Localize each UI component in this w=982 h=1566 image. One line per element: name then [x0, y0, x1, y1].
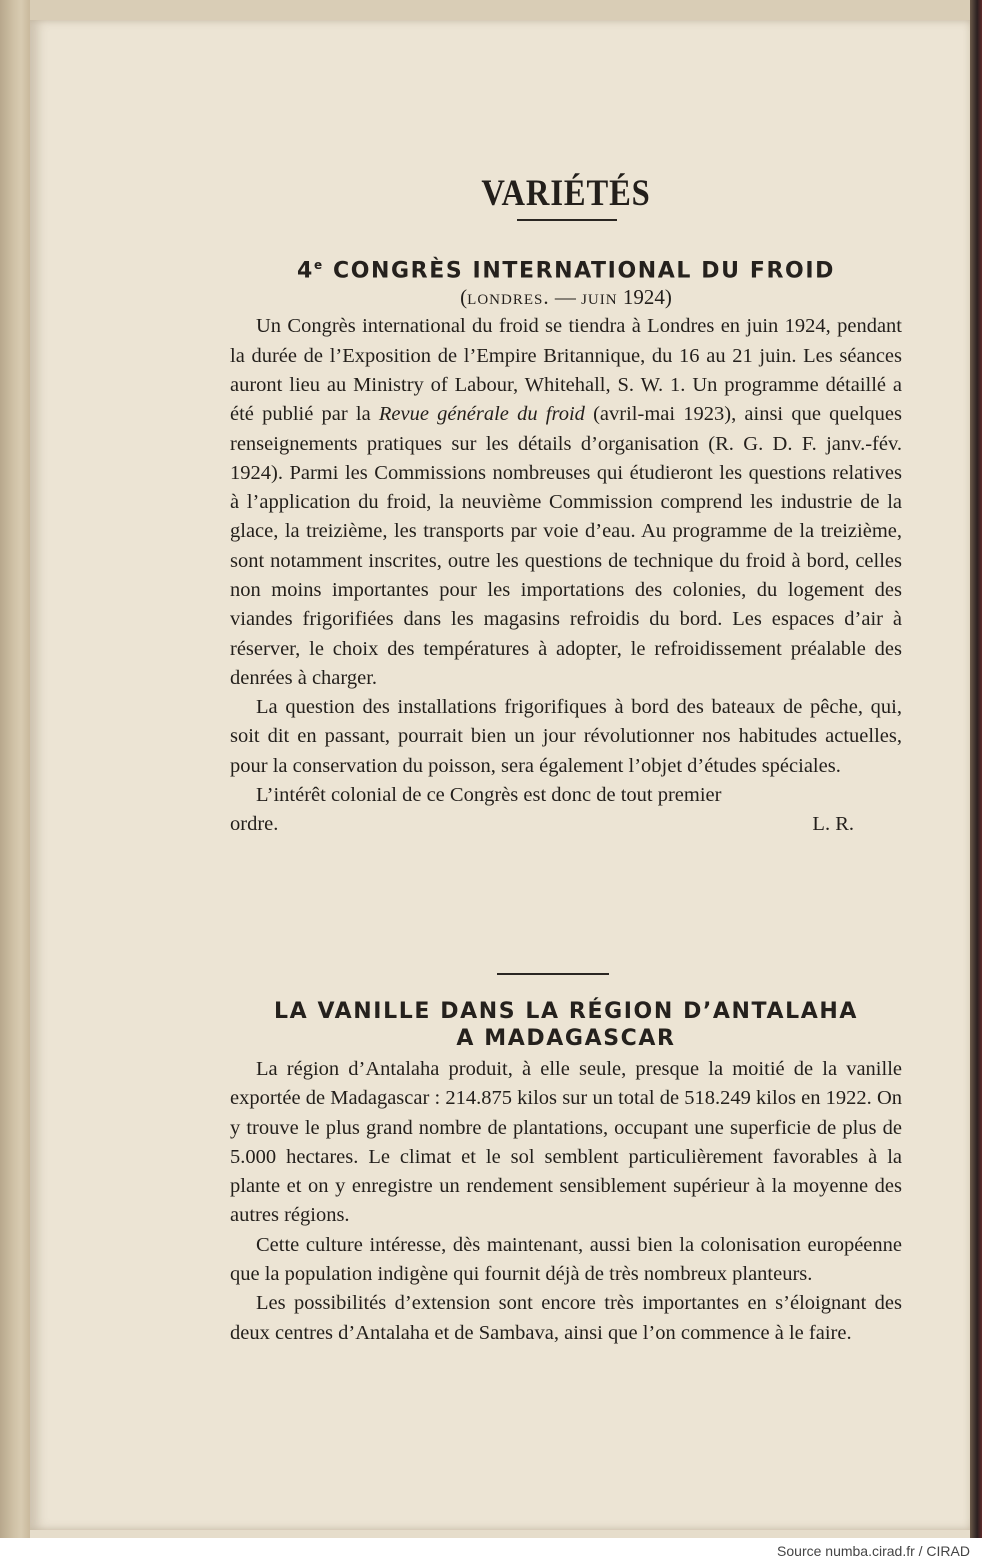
title-rule	[517, 219, 617, 221]
article-froid-paragraph-2: La question des installations frigorifiques à bord des bateaux de pêche, qui, soit dit en passant, pourrait bien un jour révolutionner nos habitudes actuelles, pour la conservation du poisson, sera également l’objet d’études spéciales.	[230, 696, 902, 777]
source-credit: Source numba.cirad.fr / CIRAD	[777, 1543, 970, 1559]
article-froid-heading: 4e CONGRÈS INTERNATIONAL DU FROID	[297, 258, 835, 284]
signature: L. R.	[812, 813, 854, 836]
article-vanille-heading-line-1: LA VANILLE DANS LA RÉGION D’ANTALAHA	[274, 999, 858, 1024]
text-column	[230, 0, 902, 1538]
article-froid-closing-line: ordre. L. R.	[230, 810, 902, 839]
section-rule	[497, 973, 609, 975]
article-froid-subheading: (londres. — juin 1924)	[460, 285, 672, 310]
article-vanille-paragraph-3: Les possibilités d’extension sont encore très importantes en s’éloignant des deux centres d’Antalaha et de Sambava, ainsi que l’on commence à le faire.	[230, 1292, 902, 1344]
article-vanille	[230, 999, 902, 1348]
article-froid-paragraph-1: Un Congrès international du froid se tiendra à Londres en juin 1924, pendant la durée de l’Exposition de l’Empire Britannique, du 16 au 21 juin. Les séances auront lieu au Ministry of Labour, Whitehall, S. W. 1. Un programme détaillé a été publié par la Revue générale du froid (avril-mai 1923), ainsi que quelques renseignements pratiques sur les détails d’organisation (R. G. D. F. janv.-fév. 1924). Parmi les Commissions nombreuses qui étudieront les questions relatives à l’application du froid, la neuvième Commission comprend les industrie de la glace, la treizième, les transports par voie d’eau. Au programme de la treizième, sont notamment inscrites, outre les questions de technique du froid à bord, celles non moins importantes pour les importations des colonies, du logement des viandes frigorifiées dans les magasins refroidis du bord. Les espaces d’air à réserver, le choix des températures à adopter, le refroidissement préalable des denrées à charger.	[230, 315, 902, 689]
page-title: VARIÉTÉS	[481, 173, 651, 214]
article-froid	[230, 258, 902, 840]
book-cover-edge	[970, 0, 982, 1538]
article-vanille-paragraph-2: Cette culture intéresse, dès maintenant, aussi bien la colonisation européenne que la population indigène qui fournit déjà de très nombreux planteurs.	[230, 1233, 902, 1286]
article-froid-paragraph-3: L’intérêt colonial de ce Congrès est donc de tout premier	[256, 784, 722, 807]
article-vanille-heading-line-2: A MADAGASCAR	[456, 1026, 676, 1051]
article-vanille-paragraph-1: La région d’Antalaha produit, à elle seule, presque la moitié de la vanille exportée de Madagascar : 214.875 kilos sur un total de 518.249 kilos en 1922. On y trouve le plus grand nombre de plantations, occupant une superficie de plus de 5.000 hectares. Le climat et le sol semblent particulièrement favorables à la plante et on y enregistre un rendement sensiblement supérieur à la moyenne des autres régions.	[230, 1058, 902, 1227]
book-page-edges	[0, 0, 30, 1538]
